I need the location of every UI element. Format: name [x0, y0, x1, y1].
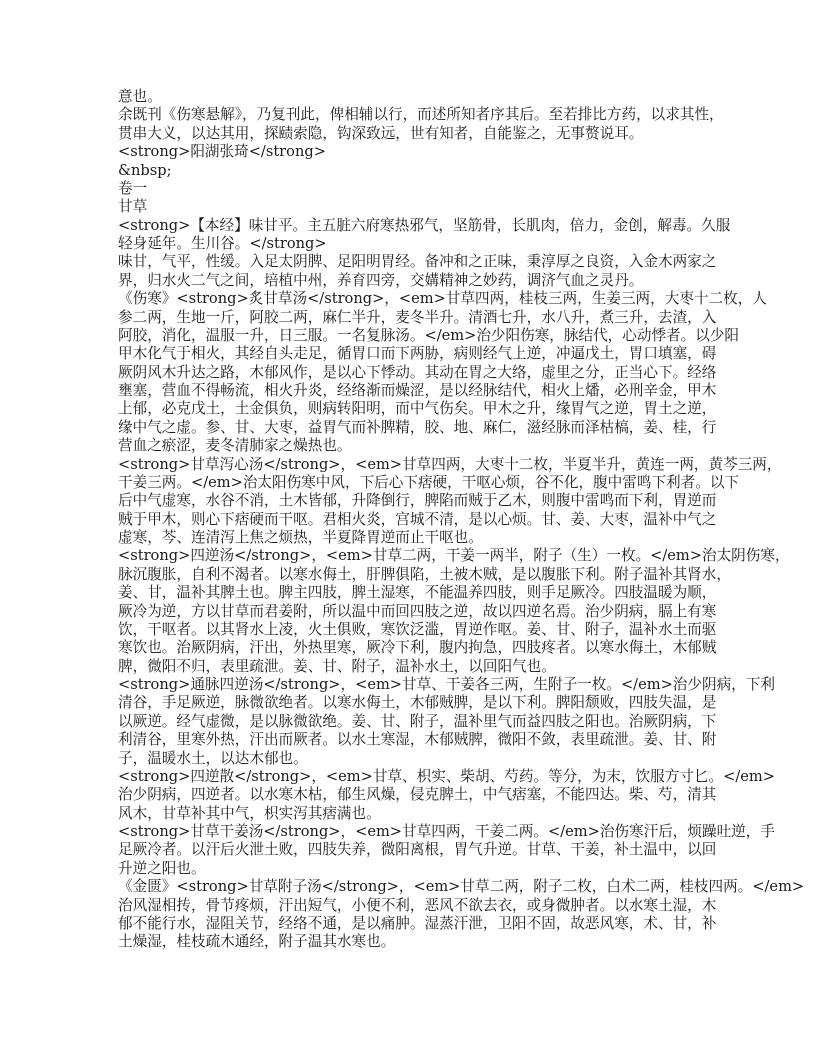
text-line: 意也。: [118, 88, 162, 105]
text-line: 姜、甘，温补其脾土也。脾主四肢，脾土湿寒，不能温养四肢，则手足厥冷。四肢温暖为顺，: [118, 584, 717, 602]
text-line: 治风湿相抟，骨节疼烦，汗出短气，小便不利，恶风不欲去衣，或身微肿者。以水寒土湿，木: [118, 896, 717, 914]
text-line: <strong>甘草干姜汤</strong>，<em>甘草四两，干姜二两。</em>治伤寒汗后，烦躁吐逆，手: [118, 823, 775, 840]
text-line: 壅塞，营血不得畅流，相火升炎，经络渐而燥涩，是以经脉结代，相火上燔，必刑辛金，甲木: [118, 382, 717, 399]
text-line: 上郁，必克戊土，土金俱负，则病转阳明，而中气伤矣。甲木之升，缘胃气之逆，胃土之逆，: [118, 400, 717, 418]
text-line: <strong>四逆散</strong>，<em>甘草、枳实、柴胡、芍药。等分，为末，饮服方寸匕。</em>: [118, 767, 775, 785]
text-line: 营血之瘀涩，麦冬清肺家之燥热也。: [118, 437, 352, 455]
text-line: 《伤寒》<strong>炙甘草汤</strong>，<em>甘草四两，桂枝三两，生姜三两，大枣十二枚，人: [118, 290, 767, 308]
document-body: [118, 88, 805, 952]
text-line: 厥冷为逆，方以甘草而君姜附，所以温中而回四肢之逆，故以四逆名焉。治少阴病，膈上有寒: [118, 602, 717, 620]
text-line: 足厥冷者。以汗后火泄土败，四肢失养，微阳离根，胃气升逆。甘草、干姜，补土温中，以回: [118, 841, 717, 859]
text-line: &nbsp;: [118, 161, 172, 179]
text-line: <strong>【本经】味甘平。主五脏六府寒热邪气，坚筋骨，长肌肉，倍力，金创，解毒。久服: [118, 216, 731, 234]
text-line: 参二两，生地一斤，阿胶二两，麻仁半升，麦冬半升。清酒七升，水八升，煮三升，去渣，入: [118, 308, 717, 326]
text-line: 土燥湿，桂枝疏木通经，附子温其水寒也。: [118, 933, 396, 951]
text-line: 轻身延年。生川谷。</strong>: [118, 235, 327, 252]
text-line: 贯串大义，以达其用，探赜索隐，钩深致远，世有知者，自能鉴之，无事赘说耳。: [118, 124, 644, 142]
text-line: 缘中气之虚。参、甘、大枣，益胃气而补脾精，胶、地、麻仁，滋经脉而泽枯槁，姜、桂，行: [118, 418, 717, 436]
text-line: 厥阴风木升达之路，木郁风作，是以心下悸动。其动在胃之大络，虚里之分，正当心下。经络: [118, 363, 717, 381]
text-line: 甲木化气于相火，其经自头走足，循胃口而下两胁，病则经气上逆，冲逼戊土，胃口填塞，碍: [118, 345, 717, 363]
text-line: 余既刊《伤寒悬解》，乃复刊此，俾相辅以行，而述所知者序其后。至若排比方药，以求其性，: [118, 106, 724, 124]
text-line: 饮，干呕者。以其肾水上凌，火土俱败，寒饮泛滥，胃逆作呕。姜、甘、附子，温补水土而驱: [118, 620, 717, 638]
text-line: 脉沉腹胀，自利不渴者。以寒水侮土，肝脾俱陷，土被木贼，是以腹胀下利。附子温补其肾水，: [118, 565, 731, 583]
text-line: 以厥逆。经气虚微，是以脉微欲绝。姜、甘、附子，温补里气而益四肢之阳也。治厥阴病，下: [118, 712, 717, 730]
text-line: 郁不能行水，湿阻关节，经络不通，是以痛肿。湿蒸汗泄，卫阳不固，故恶风寒，术、甘，补: [118, 914, 717, 932]
text-line: 后中气虚寒，水谷不消，土木皆郁，升降倒行，脾陷而贼于乙木，则腹中雷鸣而下利，胃逆而: [118, 492, 717, 510]
text-line: <strong>阳湖张琦</strong>: [118, 143, 326, 161]
text-line: <strong>四逆汤</strong>，<em>甘草二两，干姜一两半，附子（生）一枚。</em>治太阴伤寒，: [118, 547, 790, 565]
text-line: 甘草: [118, 198, 148, 216]
text-line: 利清谷，里寒外热，汗出而厥者。以水土寒湿，木郁贼脾，微阳不敛，表里疏泄。姜、甘、附: [118, 731, 717, 749]
text-line: 阿胶，消化，温服一升，日三服。一名复脉汤。</em>治少阳伤寒，脉结代，心动悸者。以少阳: [118, 326, 740, 344]
text-line: 卷一: [118, 179, 148, 197]
text-line: 风木，甘草补其中气，枳实泻其痞满也。: [118, 804, 381, 822]
text-line: 味甘，气平，性缓。入足太阴脾、足阳明胃经。备冲和之正味，秉淳厚之良资，入金木两家之: [118, 253, 717, 271]
text-line: 脾，微阳不归，表里疏泄。姜、甘、附子，温补水土，以回阳气也。: [118, 657, 556, 675]
text-line: 贼于甲木，则心下痞硬而干呕。君相火炎，宫城不清，是以心烦。甘、姜、大枣，温补中气之: [118, 510, 717, 528]
text-line: 干姜三两。</em>治太阳伤寒中风，下后心下痞硬，干呕心烦，谷不化，腹中雷鸣下利者。以下: [118, 473, 740, 491]
text-line: 寒饮也。治厥阴病，汗出，外热里寒，厥冷下利，腹内拘急，四肢疼者。以寒水侮土，木郁贼: [118, 639, 717, 657]
text-line: <strong>通脉四逆汤</strong>，<em>甘草、干姜各三两，生附子一枚。</em>治少阴病，下利: [118, 676, 775, 693]
text-line: 升逆之阳也。: [118, 859, 206, 877]
text-line: 子，温暖水土，以达木郁也。: [118, 749, 308, 767]
text-line: 界，归水火二气之间，培植中州，养育四旁，交媾精神之妙药，调济气血之灵丹。: [118, 271, 644, 289]
text-line: 清谷，手足厥逆，脉微欲绝者。以寒水侮土，木郁贼脾，是以下利。脾阳颓败，四肢失温，是: [118, 694, 717, 712]
text-line: 《金匮》<strong>甘草附子汤</strong>，<em>甘草二两，附子二枚，白术二两，桂枝四两。</em>: [118, 878, 805, 896]
text-line: <strong>甘草泻心汤</strong>，<em>甘草四两，大枣十二枚，半夏半升，黄连一两，黄芩三两，: [118, 455, 782, 473]
text-line: 虚寒，芩、连清泻上焦之烦热，半夏降胃逆而止干呕也。: [118, 529, 483, 546]
text-line: 治少阴病，四逆者。以水寒木枯，郁生风燥，侵克脾土，中气痞塞，不能四达。柴、芍，清其: [118, 786, 717, 804]
